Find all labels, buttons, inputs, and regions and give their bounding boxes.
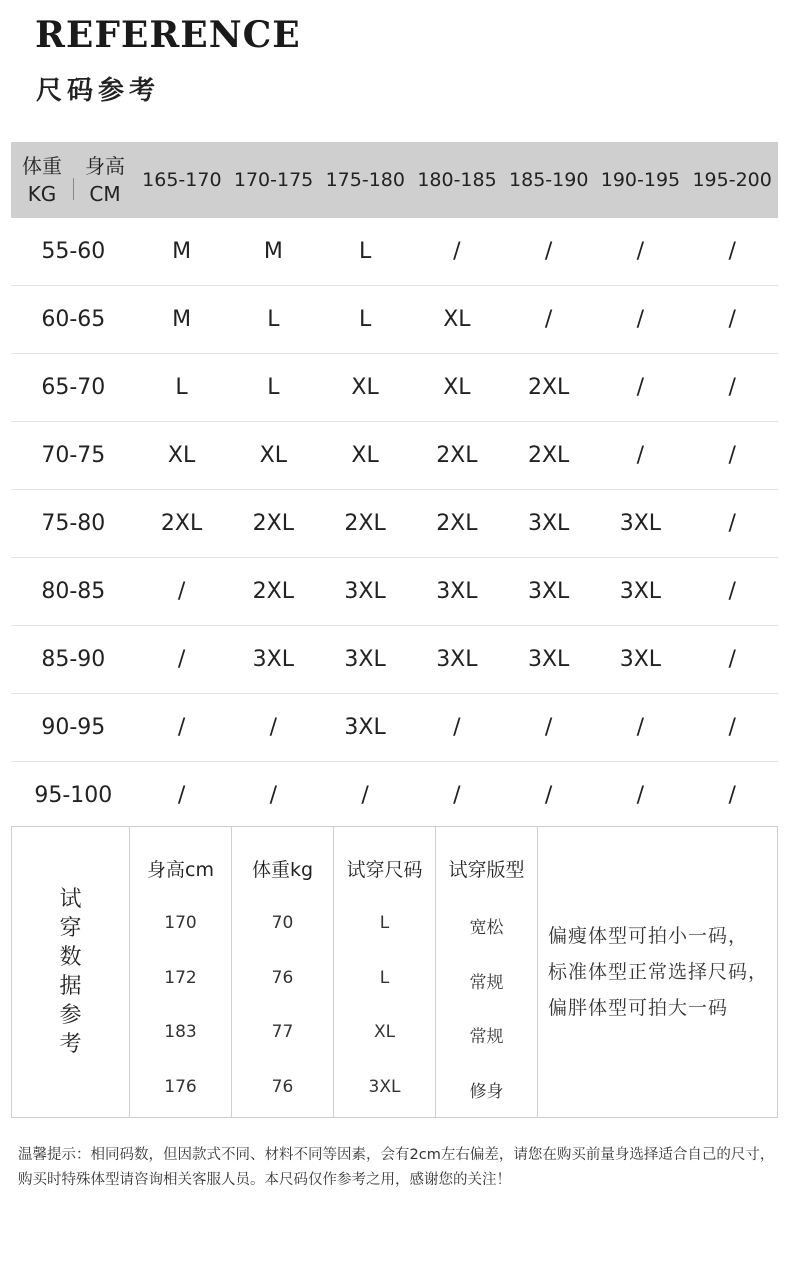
- tryon-note: 偏胖体型可拍大一码: [548, 997, 729, 1019]
- header-corner: [11, 142, 136, 218]
- size-cell: /: [636, 375, 645, 400]
- size-cell: /: [636, 443, 645, 468]
- tryon-value: 宽松: [469, 918, 504, 938]
- size-cell: /: [544, 239, 553, 264]
- size-cell: /: [177, 783, 186, 808]
- size-cell: /: [636, 239, 645, 264]
- tryon-value: 76: [271, 1076, 294, 1097]
- size-cell: /: [544, 783, 553, 808]
- tryon-value: 3XL: [368, 1076, 401, 1097]
- size-cell: 3XL: [527, 579, 570, 604]
- size-cell: 2XL: [527, 375, 570, 400]
- tryon-value: 76: [271, 967, 294, 988]
- size-cell: /: [636, 715, 645, 740]
- size-cell: /: [728, 239, 736, 264]
- size-cell: /: [177, 579, 186, 604]
- height-range-header: 180-185: [417, 169, 497, 191]
- size-cell: /: [728, 511, 736, 536]
- size-cell: XL: [351, 443, 379, 468]
- height-range-header: 195-200: [692, 169, 772, 191]
- weight-range-label: 80-85: [41, 579, 106, 604]
- tryon-column: [436, 827, 538, 1117]
- size-cell: /: [636, 307, 645, 332]
- tryon-value: 170: [164, 913, 197, 933]
- weight-range-label: 60-65: [41, 307, 106, 332]
- size-cell: /: [728, 443, 736, 468]
- size-cell: 3XL: [527, 647, 570, 672]
- weight-range-label: 95-100: [34, 783, 113, 808]
- size-cell: 2XL: [344, 511, 386, 536]
- size-row: [11, 354, 778, 422]
- tryon-value: 176: [164, 1076, 197, 1097]
- height-range-header: 165-170: [142, 169, 222, 191]
- weight-range-label: 70-75: [41, 443, 106, 468]
- size-cell: XL: [167, 443, 196, 468]
- size-row: [11, 286, 778, 354]
- size-chart-body: [11, 218, 778, 829]
- size-row: [11, 762, 778, 829]
- size-cell: M: [172, 307, 192, 332]
- tryon-label-cell: [12, 827, 130, 1117]
- size-cell: /: [177, 715, 186, 740]
- size-cell: /: [728, 783, 736, 808]
- size-cell: 2XL: [436, 443, 478, 468]
- size-cell: 3XL: [344, 647, 386, 672]
- size-cell: 3XL: [527, 511, 570, 536]
- size-cell: L: [175, 375, 188, 400]
- size-cell: /: [728, 647, 736, 672]
- size-cell: XL: [351, 375, 379, 400]
- size-cell: M: [263, 239, 283, 264]
- size-cell: /: [269, 783, 278, 808]
- size-cell: 3XL: [619, 511, 662, 536]
- size-row: [11, 558, 778, 626]
- tryon-label: 试穿数据参考: [59, 887, 82, 1057]
- size-cell: 3XL: [436, 579, 478, 604]
- size-cell: /: [453, 783, 461, 808]
- tryon-value: XL: [373, 1022, 396, 1042]
- tryon-value: L: [379, 967, 390, 988]
- size-cell: 2XL: [527, 443, 570, 468]
- size-cell: XL: [443, 307, 471, 332]
- size-row: [11, 422, 778, 490]
- weight-range-label: 75-80: [41, 511, 106, 536]
- size-chart-header: [11, 142, 778, 218]
- tryon-value: 修身: [469, 1081, 504, 1102]
- size-cell: 3XL: [619, 647, 662, 672]
- tryon-note: 偏瘦体型可拍小一码，: [548, 925, 749, 947]
- tryon-column: [130, 827, 232, 1117]
- weight-range-label: 90-95: [41, 715, 106, 740]
- size-cell: /: [636, 783, 645, 808]
- size-cell: 2XL: [436, 511, 478, 536]
- tryon-value: 常规: [469, 1027, 504, 1047]
- size-cell: 3XL: [344, 715, 386, 740]
- tryon-value: 183: [164, 1022, 197, 1042]
- size-cell: XL: [259, 443, 287, 468]
- size-cell: /: [728, 307, 736, 332]
- tryon-value: L: [379, 913, 390, 933]
- size-cell: /: [544, 715, 553, 740]
- size-cell: 3XL: [436, 647, 478, 672]
- size-cell: /: [544, 307, 553, 332]
- weight-range-label: 85-90: [41, 647, 106, 672]
- tryon-column: [334, 827, 436, 1117]
- size-cell: /: [728, 715, 736, 740]
- tryon-column: [232, 827, 334, 1117]
- size-cell: L: [358, 307, 372, 332]
- height-range-header: 175-180: [325, 169, 405, 191]
- tryon-note: 标准体型正常选择尺码，: [548, 961, 769, 983]
- weight-range-label: 55-60: [41, 239, 106, 264]
- tryon-value: 70: [271, 913, 294, 933]
- height-header: 身高 CM: [85, 154, 125, 206]
- size-cell: 2XL: [252, 579, 294, 604]
- size-cell: XL: [443, 375, 471, 400]
- size-cell: 2XL: [252, 511, 294, 536]
- size-cell: L: [267, 307, 280, 332]
- size-cell: 2XL: [160, 511, 203, 536]
- tryon-table: [11, 826, 778, 1118]
- size-reference-title: 尺码参考: [36, 76, 161, 106]
- weight-range-label: 65-70: [41, 375, 106, 400]
- tryon-column-header: 试穿尺码: [346, 859, 423, 881]
- size-cell: L: [358, 239, 372, 264]
- size-cell: /: [269, 715, 278, 740]
- tryon-value: 172: [164, 967, 197, 988]
- height-range-header: 170-175: [233, 169, 314, 191]
- tryon-columns: [130, 827, 538, 1117]
- size-row: [11, 490, 778, 558]
- reference-title: REFERENCE: [35, 14, 301, 56]
- tryon-column-header: 试穿版型: [448, 859, 525, 881]
- size-cell: /: [453, 239, 461, 264]
- size-cell: 3XL: [344, 579, 386, 604]
- size-cell: /: [453, 715, 461, 740]
- size-cell: 3XL: [252, 647, 294, 672]
- weight-header: 体重 KG: [22, 154, 62, 206]
- tryon-column-header: 体重kg: [251, 859, 314, 881]
- size-chart-table: [11, 142, 778, 829]
- tryon-column-header: 身高cm: [147, 859, 214, 881]
- size-row: [11, 694, 778, 762]
- size-cell: /: [361, 783, 369, 808]
- size-cell: 3XL: [619, 579, 662, 604]
- height-range-header: 190-195: [600, 169, 681, 191]
- tryon-notes: [538, 827, 777, 1117]
- size-cell: /: [177, 647, 186, 672]
- size-cell: /: [728, 375, 736, 400]
- height-range-header: 185-190: [509, 169, 589, 191]
- size-cell: /: [728, 579, 736, 604]
- tryon-value: 常规: [469, 972, 504, 993]
- size-row: [11, 626, 778, 694]
- tryon-value: 77: [271, 1022, 294, 1042]
- size-cell: M: [172, 239, 192, 264]
- size-row: [11, 218, 778, 286]
- size-tips: 温馨提示：相同码数，但因款式不同、材料不同等因素，会有2cm左右偏差，请您在购买前量身选择适合自己的尺寸，购买时特殊体型请咨询相关客服人员。本尺码仅作参考之用，感谢您的关注！: [18, 1147, 775, 1188]
- size-cell: L: [267, 375, 280, 400]
